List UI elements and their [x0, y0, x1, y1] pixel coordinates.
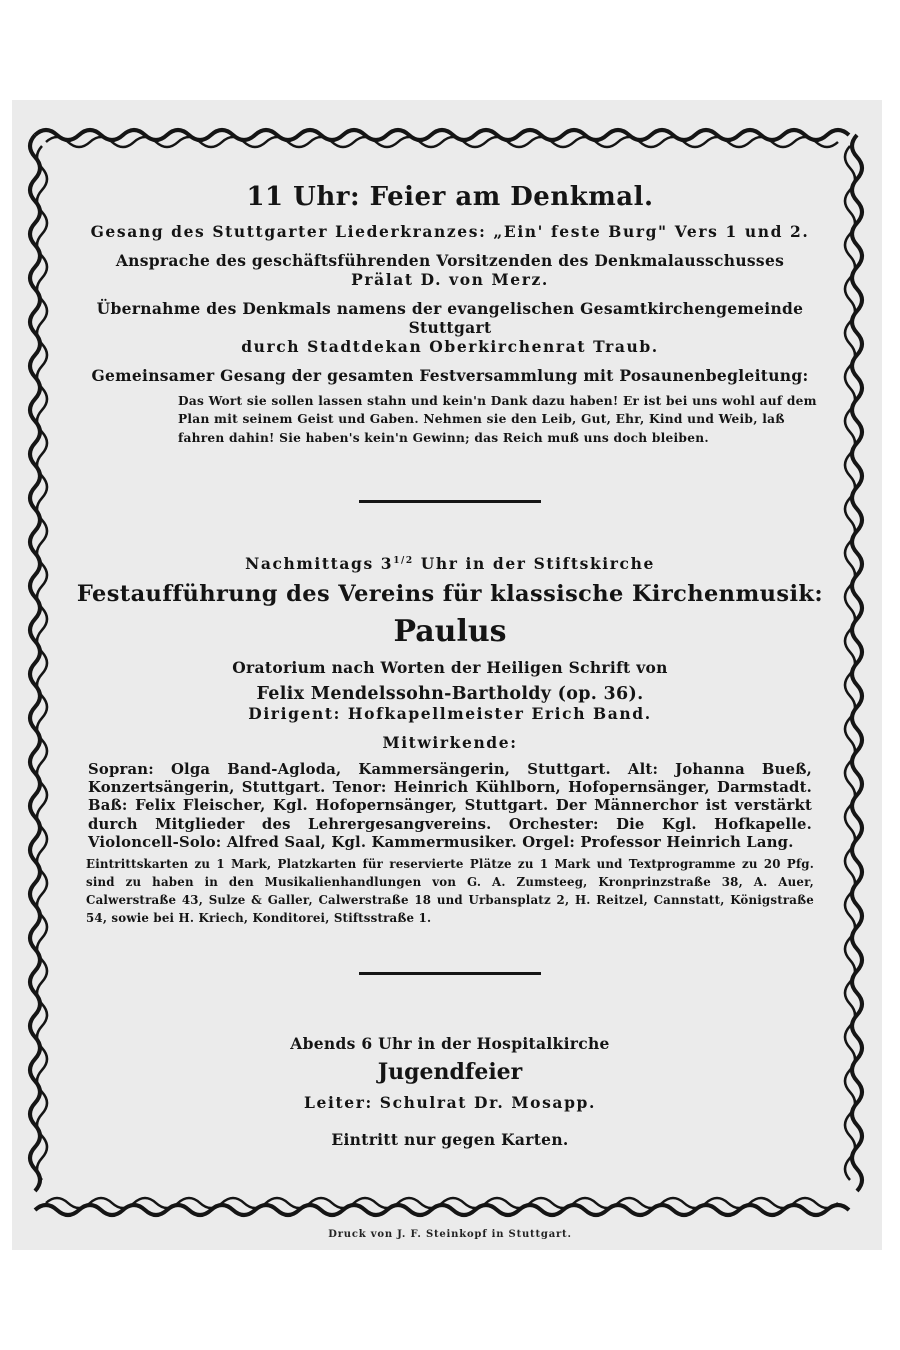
- afternoon-section: [75, 555, 825, 927]
- morning-line-handover-person: durch Stadtdekan Oberkirchenrat Traub.: [241, 336, 659, 356]
- evening-admission: Eintritt nur gegen Karten.: [331, 1130, 569, 1149]
- work-subtitle: Oratorium nach Worten der Heiligen Schrift von: [232, 657, 668, 677]
- evening-section: [75, 1035, 825, 1150]
- morning-line-speaker: Prälat D. von Merz.: [351, 270, 549, 289]
- afternoon-heading: Festaufführung des Vereins für klassische Kirchenmusik:: [76, 581, 824, 608]
- ticket-info: Eintrittskarten zu 1 Mark, Platzkarten für reservierte Plätze zu 1 Mark und Textprogramme zu 20 Pfg. sind zu haben in den Musikalienhandlungen von G. A. Zumsteeg, Kronprinzstraße 38, A. Auer, Calwerstraße 43, Sulze & Galler, Calwerstraße 18 und Urbansplatz 2, H. Reitzel, Cannstatt, Königstraße 54, sowie bei H. Kriech, Konditorei, Stiftsstraße 1.: [86, 856, 814, 925]
- morning-section: [75, 182, 825, 448]
- cast-list: Sopran: Olga Band-Agloda, Kammersängerin, Stuttgart. Alt: Johanna Bueß, Konzertsängerin, Stuttgart. Tenor: Heinrich Kühlborn, Hofopernsänger, Darmstadt. Baß: Felix Fleischer, Kgl. Hofopernsänger, Stuttgart. Der Männerchor ist verstärkt durch Mitglieder des Lehrergesangvereins. Orchester: Die Kgl. Hofkapelle. Violoncell-Solo: Alfred Saal, Kgl. Kammermusiker. Orgel: Professor Heinrich Lang.: [88, 760, 812, 851]
- morning-line-song: Gesang des Stuttgarter Liederkranzes: „Ein' feste Burg" Vers 1 und 2.: [90, 222, 810, 242]
- evening-time: Abends 6 Uhr in der Hospitalkirche: [290, 1033, 610, 1053]
- border-wave: [852, 135, 862, 1191]
- work-title: Paulus: [393, 614, 507, 650]
- morning-line-assembly-song: Gemeinsamer Gesang der gesamten Festversammlung mit Posaunenbegleitung:: [91, 365, 809, 385]
- evening-heading: Jugendfeier: [377, 1058, 523, 1085]
- afternoon-time: [75, 555, 825, 574]
- work-conductor: Dirigent: Hofkapellmeister Erich Band.: [248, 704, 652, 724]
- cast-heading: Mitwirkende:: [382, 733, 518, 753]
- program-content: [75, 182, 825, 1150]
- afternoon-time-prefix: Nachmittags 3: [245, 554, 394, 574]
- border-wave: [35, 1205, 849, 1215]
- afternoon-time-fraction: 1/2: [393, 556, 414, 567]
- divider-rule: [359, 972, 541, 975]
- border-wave: [35, 130, 849, 140]
- morning-line-speech: Ansprache des geschäftsführenden Vorsitzenden des Denkmalausschusses: [115, 251, 785, 271]
- divider-rule: [359, 500, 541, 503]
- evening-leader: Leiter: Schulrat Dr. Mosapp.: [304, 1093, 596, 1113]
- hymn-verse: Das Wort sie sollen lassen stahn und kein'n Dank dazu haben! Er ist bei uns wohl auf dem Plan mit seinem Geist und Gaben. Nehmen sie den Leib, Gut, Ehr, Kind und Weib, laß fahren dahin! Sie haben's kein'n Gewinn; das Reich muß uns doch bleiben.: [178, 393, 817, 446]
- morning-line-handover: Übernahme des Denkmals namens der evangelischen Gesamtkirchengemeinde Stuttgart: [96, 298, 804, 337]
- printer-imprint: Druck von J. F. Steinkopf in Stuttgart.: [328, 1229, 572, 1240]
- afternoon-time-suffix: Uhr in der Stiftskirche: [413, 554, 655, 574]
- morning-heading: 11 Uhr: Feier am Denkmal.: [246, 182, 654, 212]
- work-composer: Felix Mendelssohn-Bartholdy (op. 36).: [256, 683, 644, 704]
